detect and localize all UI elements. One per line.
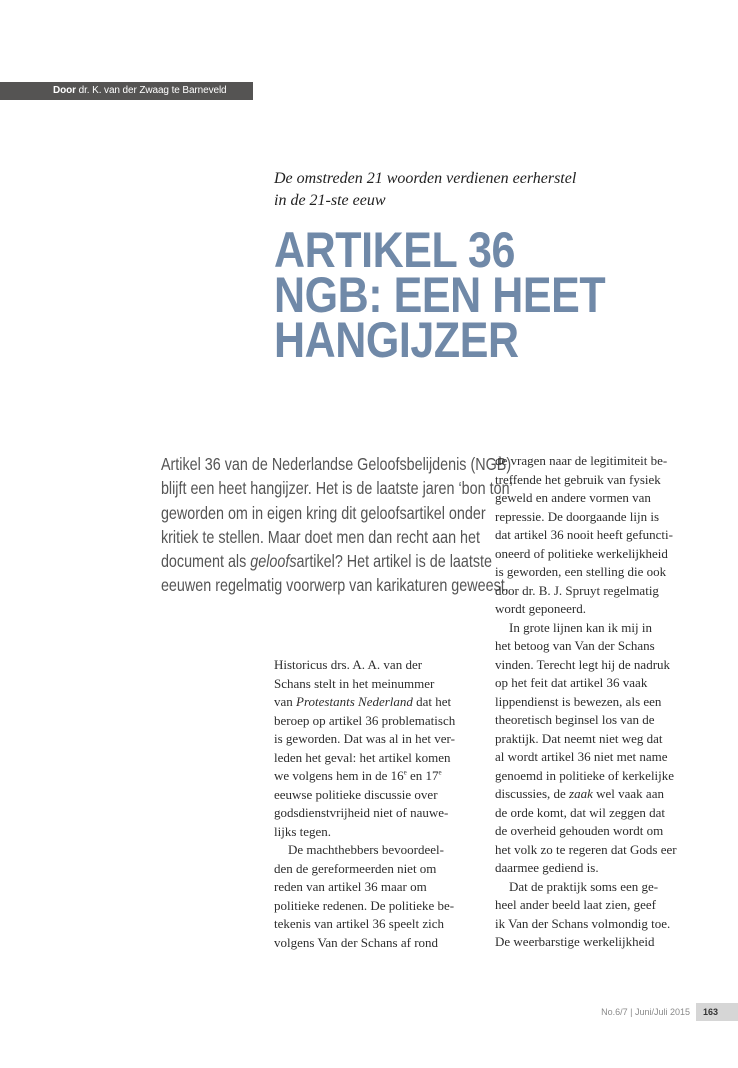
headline-line: HANGIJZER	[274, 312, 519, 368]
article-kicker	[274, 168, 694, 212]
article-headline	[274, 222, 652, 368]
body-line: reden van artikel 36 maar om	[274, 879, 427, 894]
body-line: theoretisch beginsel los van de	[495, 712, 655, 727]
body-line	[495, 785, 705, 804]
body-line: De weerbarstige werkelijkheid	[495, 934, 655, 949]
intro-text: artikel? Het artikel is de laatste	[296, 551, 492, 572]
body-text: van	[274, 694, 297, 709]
body-line: den de gereformeerden niet om	[274, 860, 437, 876]
intro-line: geworden om in eigen kring dit geloofsartikel onder	[160, 502, 486, 523]
body-line: praktijk. Dat neemt niet weg dat	[495, 730, 663, 746]
intro-line: eeuwen regelmatig voorwerp van karikaturen geweest.	[160, 575, 509, 596]
body-line: daarmee gediend is.	[495, 860, 599, 875]
body-line: het volk zo te regeren dat Gods eer	[495, 841, 677, 857]
intro-line: blijft een heet hangijzer. Het is de laatste jaren ‘bon ton’	[160, 478, 513, 499]
body-line: De machthebbers bevoordeel-	[288, 842, 444, 857]
body-line: geweld en andere vormen van	[495, 490, 651, 505]
body-line: Schans stelt in het meinummer	[274, 675, 435, 691]
body-line: tekenis van artikel 36 speelt zich	[274, 916, 445, 931]
body-text: discussies, de	[495, 786, 570, 801]
body-line: op het feit dat artikel 36 vaak	[495, 675, 648, 690]
body-line: de overheid gehouden wordt om	[495, 823, 664, 838]
intro-line: kritiek te stellen. Maar doet men dan recht aan het	[160, 526, 481, 547]
headline-line: ARTIKEL 36	[274, 222, 516, 278]
body-line: is geworden, een stelling die ook	[495, 564, 667, 579]
issue-label: No.6/7 | Juni/Juli 2015	[601, 1007, 690, 1017]
page-footer	[601, 1003, 738, 1021]
body-line: genoemd in politieke of kerkelijke	[495, 767, 675, 783]
body-line: godsdienstvrijheid niet of nauwe-	[274, 805, 449, 820]
body-line: beroep op artikel 36 problematisch	[274, 712, 456, 728]
byline-prefix: Door	[53, 85, 76, 96]
page-number: 163	[696, 1003, 738, 1021]
body-emphasis: Protestants Nederland	[296, 694, 413, 709]
intro-text: document als	[160, 551, 251, 572]
body-text: dat het	[412, 694, 452, 709]
body-column-left	[274, 656, 474, 952]
body-text: en 17	[406, 768, 439, 783]
superscript: e	[438, 768, 442, 777]
body-line: eeuwse politieke discussie over	[274, 786, 438, 802]
body-line: dat artikel 36 nooit heeft gefuncti-	[495, 527, 673, 542]
body-line: leden het geval: het artikel komen	[274, 749, 451, 765]
body-line: de orde komt, dat wil zeggen dat	[495, 804, 666, 820]
body-text: wel vaak aan	[592, 786, 664, 801]
body-line: lippendienst is bewezen, als een	[495, 693, 662, 709]
body-line: treffende het gebruik van fysiek	[495, 471, 661, 487]
body-line: al wordt artikel 36 niet met name	[495, 749, 668, 764]
body-column-right	[495, 452, 705, 952]
body-emphasis: zaak	[569, 786, 593, 801]
body-line: is geworden. Dat was al in het ver-	[274, 731, 455, 746]
intro-line	[160, 549, 492, 573]
intro-line: Artikel 36 van de Nederlandse Geloofsbelijdenis (NGB)	[160, 454, 512, 474]
body-line: door dr. B. J. Spruyt regelmatig	[495, 582, 659, 598]
body-line: vinden. Terecht legt hij de nadruk	[495, 656, 671, 672]
byline-author: dr. K. van der Zwaag te Barneveld	[78, 85, 227, 96]
body-line: lijks tegen.	[274, 823, 332, 839]
body-line: politieke redenen. De politieke be-	[274, 897, 455, 913]
headline-line: NGB: EEN HEET	[274, 267, 606, 323]
intro-emphasis: geloofs	[250, 551, 297, 572]
body-line: In grote lijnen kan ik mij in	[509, 619, 652, 635]
body-line: de vragen naar de legitimiteit be-	[495, 453, 668, 468]
superscript: e	[403, 768, 407, 777]
body-line: ik Van der Schans volmondig toe.	[495, 915, 671, 931]
kicker-line: in de 21-ste eeuw	[274, 192, 386, 209]
byline-bar	[0, 82, 253, 100]
body-line: het betoog van Van der Schans	[495, 638, 655, 653]
kicker-line: De omstreden 21 woorden verdienen eerherstel	[274, 170, 577, 187]
body-line: repressie. De doorgaande lijn is	[495, 508, 660, 524]
body-line	[274, 767, 474, 786]
body-line: wordt geponeerd.	[495, 601, 586, 616]
body-line: Dat de praktijk soms een ge-	[509, 878, 659, 894]
body-line: heel ander beeld laat zien, geef	[495, 897, 656, 912]
body-line	[274, 693, 474, 712]
body-line: oneerd of politieke werkelijkheid	[495, 545, 668, 561]
intro-lead	[92, 452, 513, 598]
body-line: Historicus drs. A. A. van der	[274, 657, 423, 672]
body-text: we volgens hem in de 16	[274, 768, 404, 783]
body-line: volgens Van der Schans af rond	[274, 934, 439, 950]
